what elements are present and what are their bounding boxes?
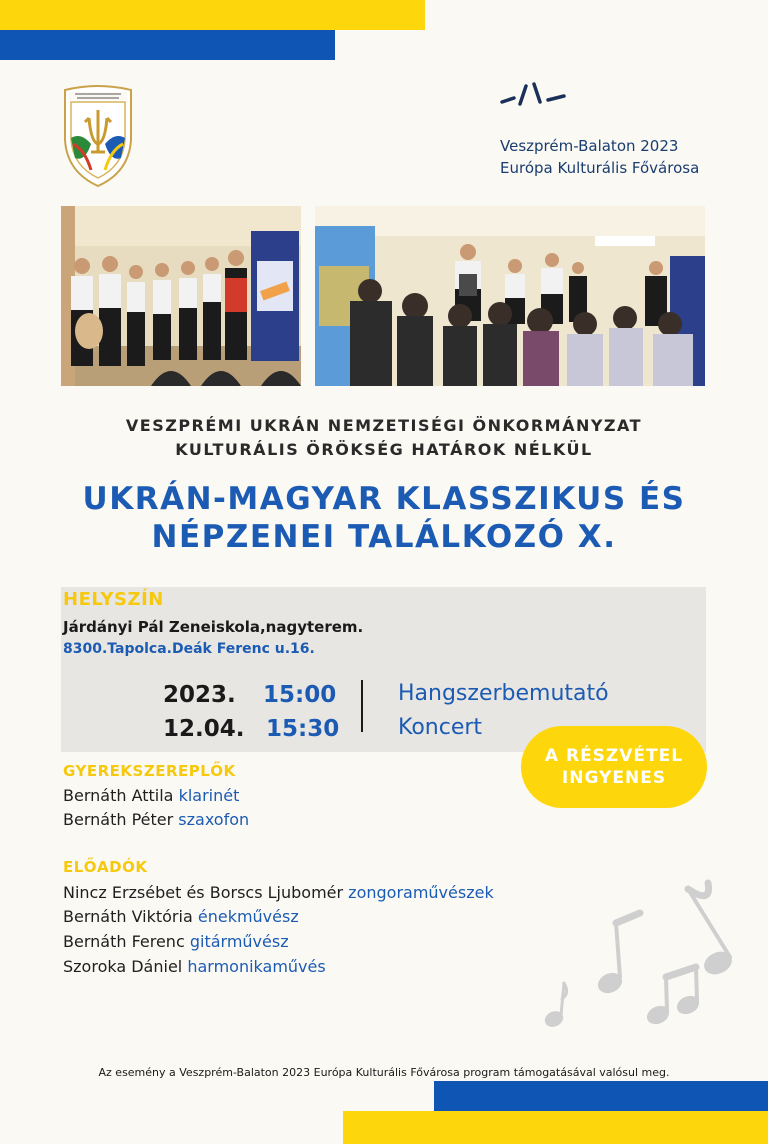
performer-role: klarinét	[178, 786, 240, 805]
venue-name: Járdányi Pál Zeneiskola,nagyterem.	[63, 618, 364, 636]
event-title-line-2: NÉPZENEI TALÁLKOZÓ X.	[151, 519, 617, 555]
organizer-name: VESZPRÉMI UKRÁN NEMZETISÉGI ÖNKORMÁNYZAT	[125, 416, 643, 435]
decor-bar-blue-bottom	[434, 1081, 768, 1111]
children-label: GYEREKSZEREPLŐK	[63, 762, 236, 780]
group-photo-musicians	[61, 206, 301, 386]
program-second: Koncert	[398, 715, 483, 740]
decor-bar-yellow-top	[0, 0, 425, 30]
list-item	[63, 786, 239, 805]
decor-bar-yellow-bottom	[343, 1111, 768, 1144]
performers-label: ELŐADÓK	[63, 858, 148, 876]
ukrainian-crest-logo	[61, 82, 135, 188]
event-title-line-1: UKRÁN-MAGYAR KLASSZIKUS ÉS	[82, 481, 686, 517]
performer-role: énekművész	[197, 907, 299, 926]
date-year: 2023.	[163, 682, 236, 708]
free-admission-line-2: INGYENES	[561, 768, 667, 788]
list-item	[63, 932, 289, 951]
list-item	[63, 810, 249, 829]
divider	[361, 680, 363, 732]
performer-role: zongoraművészek	[348, 883, 494, 902]
partner-name	[500, 135, 699, 179]
performer-name: Nincz Erzsébet és Borscs Ljubomér	[63, 883, 344, 902]
veszprem-balaton-logo	[500, 80, 570, 110]
free-admission-badge	[521, 726, 707, 808]
time-first: 15:00	[263, 682, 337, 708]
performer-role: harmonikaművés	[187, 957, 326, 976]
photo-concert-audience	[315, 206, 705, 386]
decor-bar-blue-top	[0, 30, 335, 60]
program-first: Hangszerbemutató	[398, 681, 609, 706]
performer-name: Szoroka Dániel	[63, 957, 183, 976]
footer-note: Az esemény a Veszprém-Balaton 2023 Európa Kulturális Fővárosa program támogatásával valósul meg.	[98, 1066, 670, 1079]
partner-line-2: Európa Kulturális Fővárosa	[500, 159, 700, 177]
venue-address: 8300.Tapolca.Deák Ferenc u.16.	[63, 641, 315, 657]
partner-line-1: Veszprém-Balaton 2023	[500, 137, 679, 155]
list-item	[63, 883, 494, 902]
list-item	[63, 957, 326, 976]
time-second: 15:30	[266, 716, 340, 742]
performer-role: szaxofon	[178, 810, 250, 829]
free-admission-line-1: A RÉSZVÉTEL	[544, 746, 684, 766]
list-item	[63, 907, 299, 926]
music-notes-icon	[540, 875, 740, 1035]
performer-name: Bernáth Viktória	[63, 907, 193, 926]
performer-name: Bernáth Attila	[63, 786, 174, 805]
event-title	[0, 480, 768, 556]
performer-name: Bernáth Ferenc	[63, 932, 185, 951]
date-day: 12.04.	[163, 716, 245, 742]
performer-name: Bernáth Péter	[63, 810, 174, 829]
location-label: HELYSZÍN	[63, 589, 164, 610]
performer-role: gitárművész	[189, 932, 289, 951]
organizer-subtitle: KULTURÁLIS ÖRÖKSÉG HATÁROK NÉLKÜL	[175, 440, 593, 459]
